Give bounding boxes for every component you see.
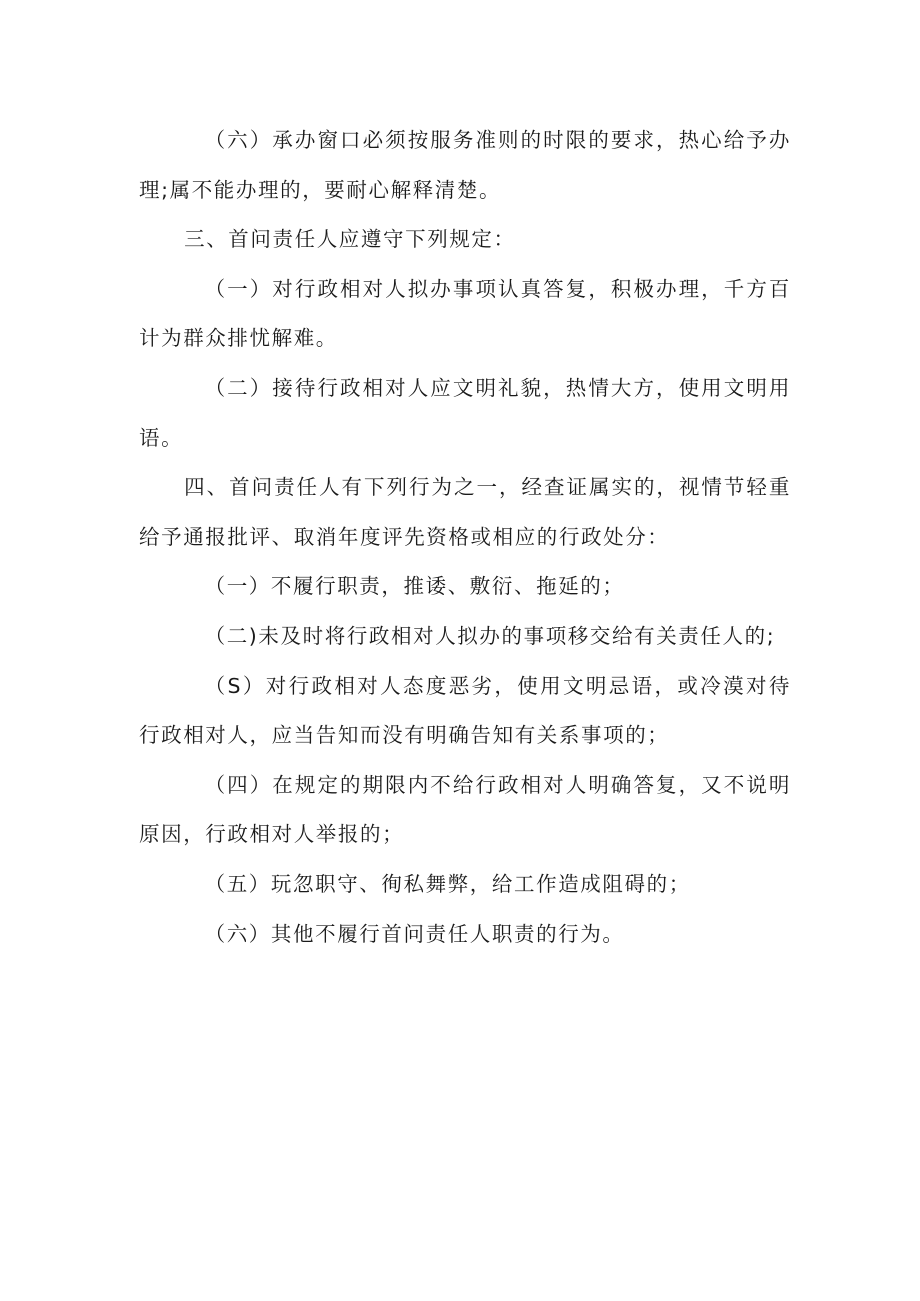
paragraph-violation-6: （六）其他不履行首问责任人职责的行为。 [204, 921, 625, 946]
section-3-heading: 三、首问责任人应遵守下列规定： [184, 227, 516, 252]
paragraph-violation-2: （二)未及时将行政相对人拟办的事项移交给有关责任人的; [204, 623, 776, 648]
paragraph-violation-3: （S）对行政相对人态度恶劣，使用文明忌语，或冷漠对待行政相对人，应当告知而没有明确告知有关系事项的； [139, 673, 791, 748]
paragraph-item-6-window-service: （六）承办窗口必须按服务准则的时限的要求，热心给予办理;属不能办理的，要耐心解释清楚。 [139, 128, 791, 202]
document-body [139, 116, 791, 959]
paragraph-violation-1: （一）不履行职责，推诿、敷衍、拖延的； [204, 574, 625, 599]
section-4-heading: 四、首问责任人有下列行为之一，经查证属实的，视情节轻重给予通报批评、取消年度评先资格或相应的行政处分： [139, 475, 791, 549]
paragraph-item-1-reply: （一）对行政相对人拟办事项认真答复，积极办理，千方百计为群众排忧解难。 [139, 276, 791, 351]
paragraph-violation-5: （五）玩忽职守、徇私舞弊，给工作造成阻碍的； [204, 871, 691, 896]
paragraph-item-2-courtesy: （二）接待行政相对人应文明礼貌，热情大方，使用文明用语。 [139, 375, 791, 450]
paragraph-violation-4: （四）在规定的期限内不给行政相对人明确答复，又不说明原因，行政相对人举报的； [139, 772, 791, 847]
